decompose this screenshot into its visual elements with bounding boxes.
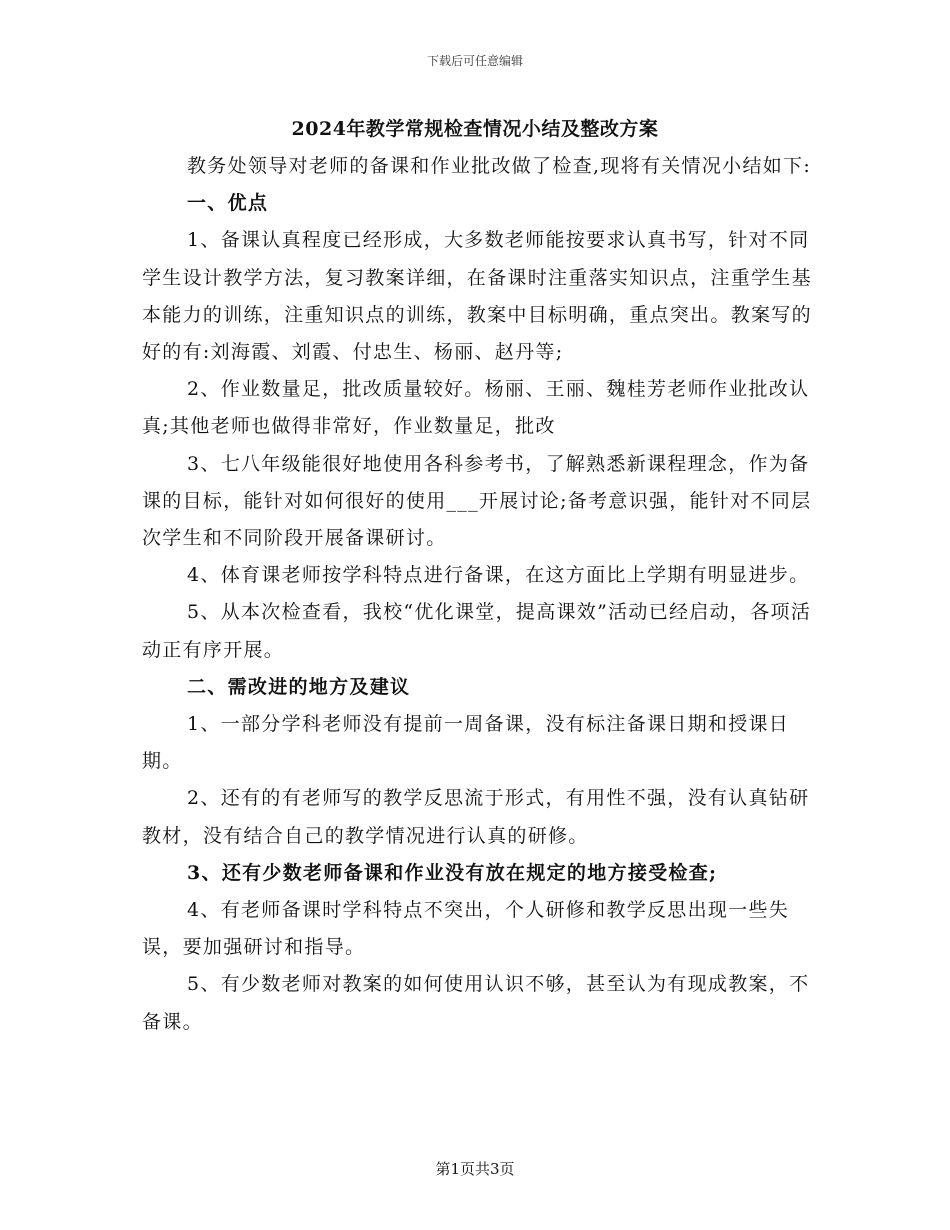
strength-item-5: 5、从本次检查看，我校“优化课堂，提高课效”活动已经启动，各项活动正有序开展。 (142, 601, 812, 661)
header-note: 下载后可任意编辑 (426, 54, 523, 68)
intro-paragraph: 教务处领导对老师的备课和作业批改做了检查,现将有关情况小结如下: (187, 155, 812, 177)
strength-item-2: 2、作业数量足，批改质量较好。杨丽、王丽、魏桂芳老师作业批改认真;其他老师也做得非常好，作业数量足，批改 (142, 378, 810, 438)
improvement-item-1: 1、一部分学科老师没有提前一周备课，没有标注备课日期和授课日期。 (142, 713, 790, 773)
improvement-item-2: 2、还有的有老师写的教学反思流于形式，有用性不强，没有认真钻研教材，没有结合自己的教学情况进行认真的研修。 (142, 787, 810, 847)
strength-item-1: 1、备课认真程度已经形成，大多数老师能按要求认真书写，针对不同学生设计教学方法，复习教案详细，在备课时注重落实知识点，注重学生基本能力的训练，注重知识点的训练，教案中目标明确，重点突出。教案写的好的有:刘海霞、刘霞、付忠生、杨丽、赵丹等; (142, 229, 812, 364)
improvement-item-3: 3、还有少数老师备课和作业没有放在规定的地方接受检查; (187, 861, 718, 884)
section-heading-improvements: 二、需改进的地方及建议 (187, 675, 411, 698)
page-number: 第1页共3页 (435, 1160, 515, 1178)
strength-item-4: 4、体育课老师按学科特点进行备课，在这方面比上学期有明显进步。 (187, 564, 810, 587)
document-body (142, 148, 814, 1041)
improvement-item-5: 5、有少数老师对教案的如何使用认识不够，甚至认为有现成教案，不备课。 (142, 973, 810, 1033)
improvement-item-4: 4、有老师备课时学科特点不突出，个人研修和教学反思出现一些失误，要加强研讨和指导。 (142, 899, 790, 959)
document-title: 2024年教学常规检查情况小结及整改方案 (291, 118, 659, 140)
section-heading-strengths: 一、优点 (187, 192, 269, 215)
strength-item-3: 3、七八年级能很好地使用各科参考书，了解熟悉新课程理念，作为备课的目标，能针对如何很好的使用___开展讨论;备考意识强，能针对不同层次学生和不同阶段开展备课研讨。 (142, 452, 812, 550)
